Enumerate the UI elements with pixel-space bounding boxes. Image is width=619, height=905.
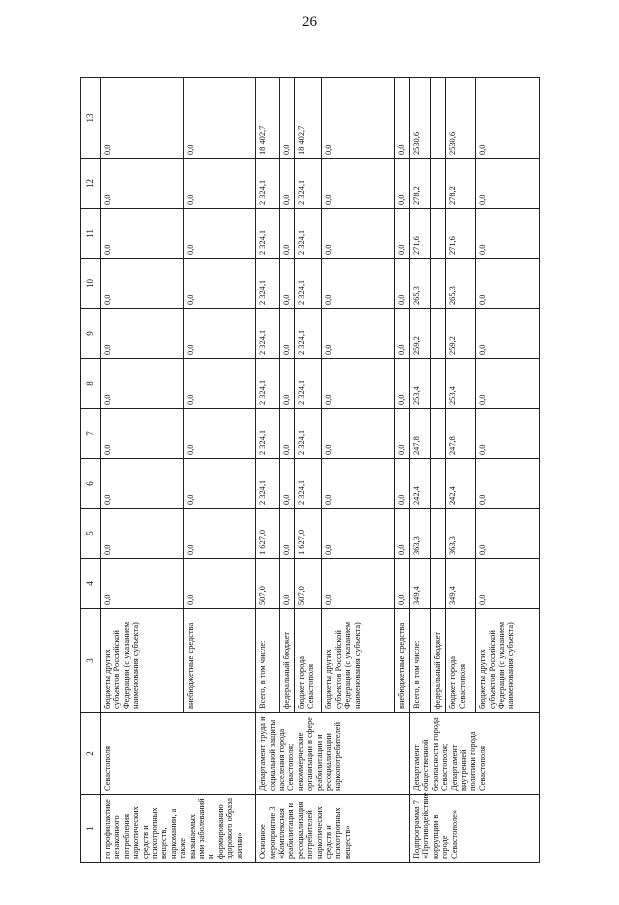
value-cell: 0,0 — [279, 78, 294, 159]
value-cell: 2 324,1 — [256, 159, 279, 209]
funding-source-cell: федеральный бюджет — [279, 609, 294, 713]
col-header: 13 — [81, 78, 101, 159]
value-cell: 0,0 — [101, 409, 184, 459]
value-cell — [431, 209, 446, 259]
value-cell — [431, 309, 446, 359]
funding-source-cell: федеральный бюджет — [431, 609, 446, 713]
value-cell: 349,4 — [446, 559, 476, 609]
value-cell: 0,0 — [183, 559, 255, 609]
col-header: 10 — [81, 259, 101, 309]
rotated-table-frame — [80, 78, 540, 863]
value-cell: 507,0 — [294, 559, 322, 609]
value-cell: 271,6 — [446, 209, 476, 259]
col-header: 3 — [81, 609, 101, 713]
value-cell: 0,0 — [394, 409, 409, 459]
table-row — [409, 78, 430, 863]
value-cell — [431, 459, 446, 509]
value-cell — [431, 159, 446, 209]
value-cell: 1 627,0 — [256, 509, 279, 559]
value-cell: 242,4 — [409, 459, 430, 509]
value-cell — [431, 359, 446, 409]
value-cell — [431, 509, 446, 559]
col-header: 1 — [81, 795, 101, 863]
value-cell: 278,2 — [446, 159, 476, 209]
value-cell: 0,0 — [183, 209, 255, 259]
value-cell: 0,0 — [394, 559, 409, 609]
value-cell: 253,4 — [409, 359, 430, 409]
value-cell — [431, 559, 446, 609]
value-cell: 0,0 — [394, 209, 409, 259]
program-name-cell: Основное мероприятие 3 «Комплексная реабилитация и ресоциализация потребителей наркотических средств и психотропных веществ» — [256, 795, 410, 863]
program-name-cell: го профилактике незаконного потребления наркотических средств и психотропных веществ, наркомании, а также вызываемых ими заболеваний и формированию здорового образа жизни» — [101, 795, 256, 863]
value-cell: 2 324,1 — [256, 309, 279, 359]
col-header: 8 — [81, 359, 101, 409]
value-cell: 0,0 — [279, 359, 294, 409]
funding-source-cell: Всего, в том числе: — [409, 609, 430, 713]
value-cell: 0,0 — [101, 559, 184, 609]
value-cell: 2 324,1 — [294, 209, 322, 259]
table-body — [101, 78, 540, 863]
value-cell: 2 324,1 — [294, 459, 322, 509]
value-cell: 247,8 — [446, 409, 476, 459]
value-cell: 0,0 — [394, 259, 409, 309]
funding-source-cell: бюджет города Севастополя — [294, 609, 322, 713]
value-cell: 0,0 — [183, 409, 255, 459]
funding-source-cell: бюджеты других субъектов Российской Федерации (с указанием наименования субъекта) — [101, 609, 184, 713]
value-cell: 363,3 — [409, 509, 430, 559]
value-cell: 0,0 — [183, 509, 255, 559]
value-cell: 2 324,1 — [256, 209, 279, 259]
value-cell: 0,0 — [183, 78, 255, 159]
value-cell: 271,6 — [409, 209, 430, 259]
value-cell: 0,0 — [476, 409, 540, 459]
value-cell: 349,4 — [409, 559, 430, 609]
value-cell: 2 324,1 — [256, 409, 279, 459]
funding-source-cell: бюджеты других субъектов Российской Федерации (с указанием наименования субъекта) — [322, 609, 394, 713]
value-cell — [431, 259, 446, 309]
value-cell: 0,0 — [183, 259, 255, 309]
budget-table — [80, 77, 540, 863]
value-cell: 2 324,1 — [294, 159, 322, 209]
value-cell: 0,0 — [279, 309, 294, 359]
value-cell: 0,0 — [101, 509, 184, 559]
col-header: 11 — [81, 209, 101, 259]
funding-source-cell: бюджет города Севастополя — [446, 609, 476, 713]
value-cell: 0,0 — [394, 159, 409, 209]
value-cell: 0,0 — [476, 309, 540, 359]
value-cell: 0,0 — [394, 359, 409, 409]
value-cell: 242,4 — [446, 459, 476, 509]
value-cell: 265,3 — [409, 259, 430, 309]
value-cell: 0,0 — [322, 359, 394, 409]
col-header: 6 — [81, 459, 101, 509]
value-cell: 0,0 — [394, 78, 409, 159]
value-cell: 0,0 — [279, 559, 294, 609]
value-cell: 2 324,1 — [294, 359, 322, 409]
header-row — [81, 78, 101, 863]
value-cell: 0,0 — [322, 409, 394, 459]
value-cell: 2 324,1 — [294, 259, 322, 309]
program-name-cell: Подпрограмма 7 «Противодействие коррупции в городе Севастополе» — [409, 795, 539, 863]
value-cell: 2 324,1 — [294, 309, 322, 359]
value-cell: 0,0 — [394, 309, 409, 359]
col-header: 9 — [81, 309, 101, 359]
table-row — [101, 78, 184, 863]
value-cell: 1 627,0 — [294, 509, 322, 559]
value-cell: 0,0 — [476, 209, 540, 259]
value-cell: 0,0 — [322, 459, 394, 509]
value-cell: 0,0 — [101, 78, 184, 159]
value-cell: 0,0 — [476, 359, 540, 409]
value-cell: 259,2 — [409, 309, 430, 359]
value-cell: 265,3 — [446, 259, 476, 309]
value-cell: 0,0 — [322, 259, 394, 309]
value-cell: 2530,6 — [446, 78, 476, 159]
funding-source-cell: внебюджетные средства — [183, 609, 255, 713]
value-cell: 2 324,1 — [256, 259, 279, 309]
value-cell: 0,0 — [101, 159, 184, 209]
value-cell — [431, 78, 446, 159]
col-header: 12 — [81, 159, 101, 209]
value-cell: 0,0 — [101, 459, 184, 509]
value-cell: 0,0 — [322, 209, 394, 259]
value-cell: 0,0 — [183, 359, 255, 409]
value-cell: 0,0 — [476, 559, 540, 609]
value-cell: 0,0 — [183, 159, 255, 209]
page-number: 26 — [302, 14, 317, 30]
value-cell: 0,0 — [279, 159, 294, 209]
value-cell: 0,0 — [322, 78, 394, 159]
executor-cell: Севастополя — [101, 713, 256, 795]
value-cell: 363,3 — [446, 509, 476, 559]
executor-cell: Департамент труда и социальной защиты населения города Севастополя; некоммерческие организации в сфере реабилитации и ресоциализации наркопотребителей — [256, 713, 410, 795]
value-cell: 0,0 — [101, 259, 184, 309]
value-cell: 0,0 — [279, 459, 294, 509]
value-cell: 0,0 — [279, 209, 294, 259]
value-cell: 0,0 — [183, 459, 255, 509]
value-cell: 278,2 — [409, 159, 430, 209]
value-cell: 0,0 — [322, 309, 394, 359]
rotated-table-content — [80, 78, 540, 863]
value-cell: 18 402,7 — [294, 78, 322, 159]
value-cell: 0,0 — [279, 259, 294, 309]
value-cell: 0,0 — [476, 259, 540, 309]
executor-cell: Департамент общественной безопасности города Севастополя; Департамент внутренней политики города Севастополя — [409, 713, 539, 795]
col-header: 5 — [81, 509, 101, 559]
value-cell: 0,0 — [476, 159, 540, 209]
value-cell: 0,0 — [322, 159, 394, 209]
funding-source-cell: бюджеты других субъектов Российской Федерации (с указанием наименования субъекта) — [476, 609, 540, 713]
value-cell: 18 402,7 — [256, 78, 279, 159]
funding-source-cell: Всего, в том числе: — [256, 609, 279, 713]
value-cell: 0,0 — [183, 309, 255, 359]
value-cell: 0,0 — [101, 209, 184, 259]
col-header: 7 — [81, 409, 101, 459]
value-cell: 0,0 — [394, 509, 409, 559]
value-cell: 0,0 — [476, 459, 540, 509]
col-header: 2 — [81, 713, 101, 795]
value-cell: 259,2 — [446, 309, 476, 359]
value-cell: 2530,6 — [409, 78, 430, 159]
value-cell: 0,0 — [394, 459, 409, 509]
value-cell: 507,0 — [256, 559, 279, 609]
value-cell: 0,0 — [101, 359, 184, 409]
value-cell: 0,0 — [322, 509, 394, 559]
value-cell: 0,0 — [476, 509, 540, 559]
value-cell: 2 324,1 — [294, 409, 322, 459]
col-header: 4 — [81, 559, 101, 609]
value-cell: 2 324,1 — [256, 359, 279, 409]
value-cell: 0,0 — [279, 409, 294, 459]
value-cell: 253,4 — [446, 359, 476, 409]
table-row — [256, 78, 279, 863]
value-cell: 0,0 — [279, 509, 294, 559]
value-cell: 0,0 — [101, 309, 184, 359]
value-cell: 0,0 — [476, 78, 540, 159]
value-cell: 0,0 — [322, 559, 394, 609]
value-cell: 2 324,1 — [256, 459, 279, 509]
funding-source-cell: внебюджетные средства — [394, 609, 409, 713]
value-cell — [431, 409, 446, 459]
value-cell: 247,8 — [409, 409, 430, 459]
